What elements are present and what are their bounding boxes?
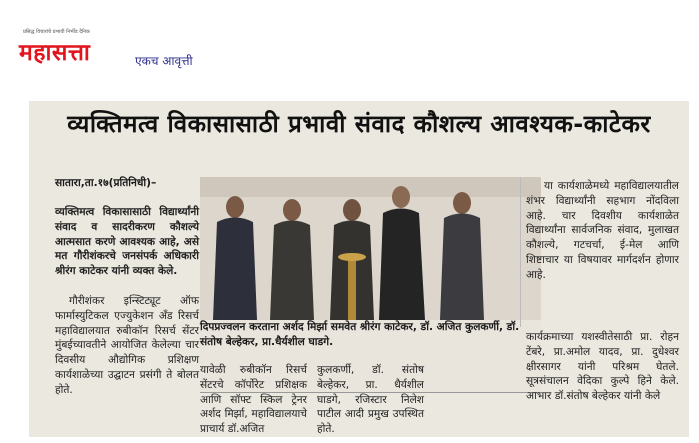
- event-photo: [200, 177, 541, 393]
- lamp-lighting-photo: [200, 177, 541, 320]
- masthead: [0, 0, 699, 88]
- newspaper-logo: महासत्ता: [19, 40, 91, 66]
- column-divider: [520, 177, 521, 327]
- news-clipping: [29, 101, 689, 437]
- article-body-col2: यावेळी रुबीकॉन रिसर्च सेंटरचे कॉर्पोरेट प्रशिक्षक आणि सॉफ्ट स्किल ट्रेनर अर्शद मिर्झा, महाविद्यालयाचे प्राचार्य डॉ.अजित: [200, 364, 307, 436]
- article-dateline: सातारा,ता.१७(प्रतिनिधी)–: [55, 177, 157, 189]
- article-lead-paragraph: व्यक्तिमत्व विकासासाठी विद्यार्थ्यांनी संवाद व सादरीकरण कौशल्ये आत्मसात करणे आवश्यक आहे, असे मत गौरीशंकरचे जनसंपर्क अधिकारी श्रीरंग काटेकर यांनी व्यक्त केले.: [55, 206, 199, 278]
- article-headline: व्यक्तिमत्व विकासासाठी प्रभावी संवाद कौशल्य आवश्यक-काटेकर: [67, 110, 651, 138]
- article-body-col1: गौरीशंकर इन्स्टिट्यूट ऑफ फार्मास्युटिकल एज्युकेशन अँड रिसर्च महाविद्यालयात रुबीकॉन रिसर्च सेंटर मुंबईच्यावतीने आयोजित केलेल्या चार दिवसीय औद्योगिक प्रशिक्षण कार्यशाळेच्या उद्घाटन प्रसंगी ते बोलत होते.: [55, 295, 199, 396]
- photo-caption: दिपप्रज्वलन करताना अर्शद मिर्झा समवेत श्रीरंग काटेकर, डॉ. अजित कुलकर्णी, डॉ. संतोष बेल्हेकर, प्रा.धैर्यशील घाडगे.: [200, 321, 520, 348]
- article-body-col3: कुलकर्णी, डॉ. संतोष बेल्हेकर, प्रा. धैर्यशील घाडगे, रजिस्टार निलेश पाटील आदी प्रमुख उपस्थित होते.: [317, 364, 424, 436]
- article-body-col4-top: या कार्यशाळेमध्ये महाविद्यालयातील शंभर विद्यार्थ्यांनी सहभाग नोंदविला आहे. चार दिवशीय कार्यशाळेत विद्यार्थ्यांना सार्वजनिक संवाद, मुलाखत कौशल्ये, गटचर्चा, ई-मेल आणि शिष्टाचार या विषयावर मार्गदर्शन होणार आहे.: [526, 180, 679, 281]
- edition-label: एकच आवृत्ती: [135, 54, 193, 68]
- masthead-tagline: प्रसिद्ध विचारांचे प्रभावी निर्भीड दैनिक: [23, 29, 90, 35]
- article-body-col4-bottom: कार्यक्रमाच्या यशस्वीतेसाठी प्रा. रोहन टेंबरे, प्रा.अमोल यादव, प्रा. दुधेश्वर क्षीरसागर यांनी परिश्रम घेतले. सूत्रसंचालन वेदिका कुल्पे हिने केले. आभार डॉ.संतोष बेल्हेकर यांनी केले: [526, 331, 679, 403]
